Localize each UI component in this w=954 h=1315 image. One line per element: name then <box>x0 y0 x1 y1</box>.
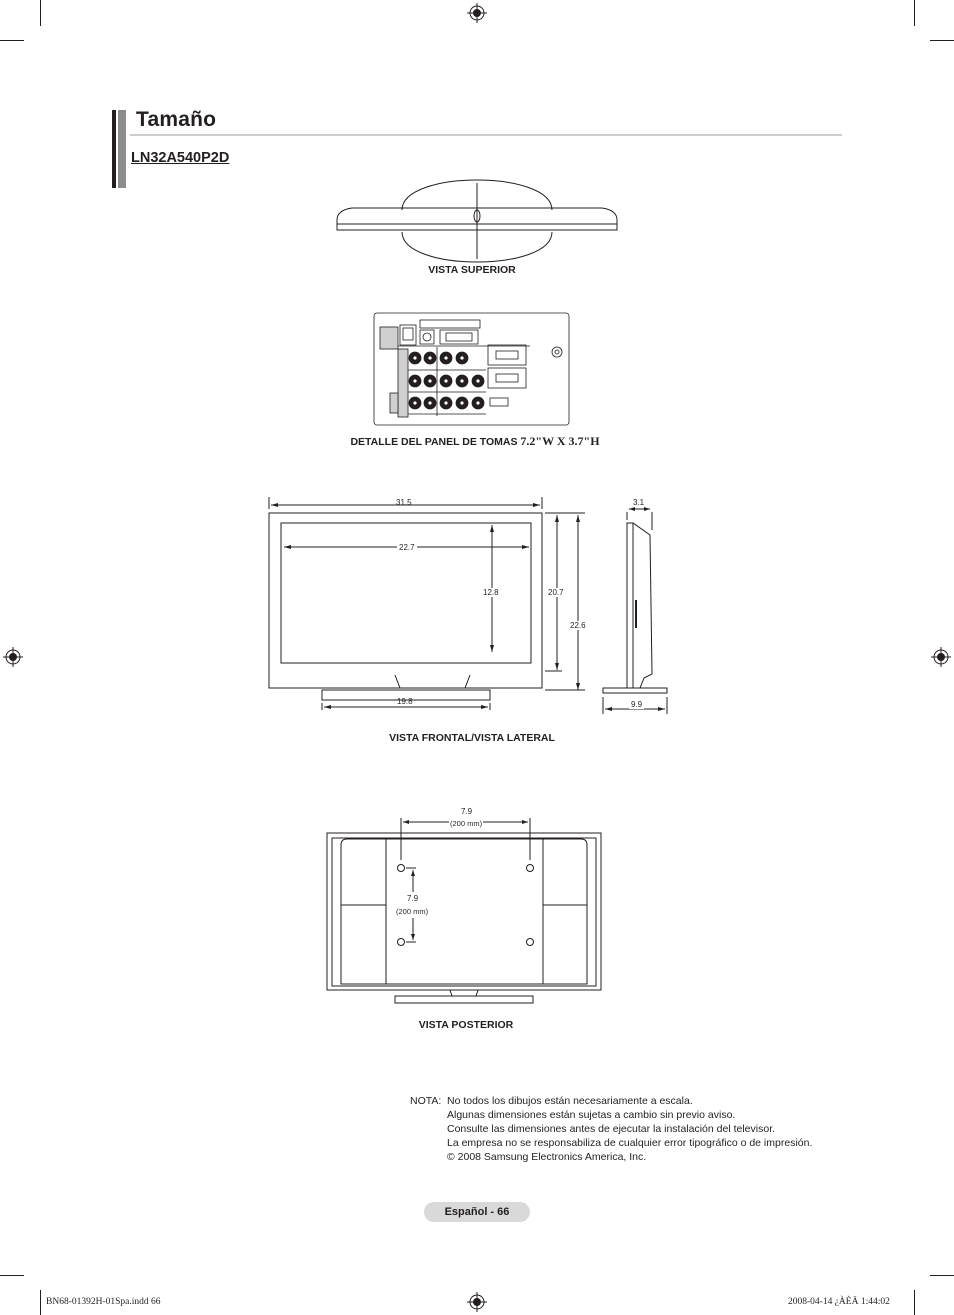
front-view-drawing <box>269 497 585 710</box>
dim-overall-height: 22.6 <box>570 621 586 630</box>
dim-depth: 3.1 <box>633 498 645 507</box>
dim-stand-width: 19.8 <box>397 697 413 706</box>
footer-file: BN68-01392H-01Spa.indd 66 <box>46 1297 161 1307</box>
dim-stand-depth: 9.9 <box>631 700 643 709</box>
heading-bar <box>112 110 842 188</box>
dim-vesa-horizontal: 7.9 <box>461 807 473 816</box>
note-line: La empresa no se responsabiliza de cualquier error tipográfico o de impresión. <box>447 1136 813 1149</box>
footer-timestamp: 2008-04-14 ¿ÀÈÄ 1:44:02 <box>788 1297 890 1307</box>
dim-screen-height: 12.8 <box>483 588 499 597</box>
note-label: NOTA: <box>410 1095 442 1107</box>
jack-panel-caption-text: DETALLE DEL PANEL DE TOMAS <box>350 436 518 448</box>
note-line: No todos los dibujos están necesariamente a escala. <box>447 1095 693 1107</box>
top-view-caption: VISTA SUPERIOR <box>428 264 516 276</box>
jack-panel-drawing <box>374 313 569 425</box>
front-side-caption: VISTA FRONTAL/VISTA LATERAL <box>389 732 555 744</box>
model-number: LN32A540P2D <box>131 150 230 166</box>
page-number-badge: Español - 66 <box>424 1202 530 1222</box>
dim-overall-width: 31.5 <box>396 498 412 507</box>
jack-panel-size: 7.2"W X 3.7"H <box>520 434 600 448</box>
note-block <box>410 1095 812 1165</box>
note-line: Algunas dimensiones están sujetas a cambio sin previo aviso. <box>447 1108 736 1121</box>
note-line: © 2008 Samsung Electronics America, Inc. <box>447 1150 647 1163</box>
rear-view-caption: VISTA POSTERIOR <box>418 1019 514 1031</box>
note-line: Consulte las dimensiones antes de ejecutar la instalación del televisor. <box>447 1122 776 1135</box>
jack-panel-caption <box>330 434 620 449</box>
dim-body-height: 20.7 <box>548 588 564 597</box>
dim-screen-width: 22.7 <box>399 543 415 552</box>
dim-vesa-vertical: 7.9 <box>407 894 419 903</box>
rear-view-drawing <box>327 818 601 1003</box>
page-title: Tamaño <box>136 108 217 131</box>
dim-vesa-horizontal-mm: (200 mm) <box>450 819 483 828</box>
dim-vesa-vertical-mm: (200 mm) <box>396 907 429 916</box>
side-view-drawing <box>603 507 667 714</box>
top-view-drawing <box>337 180 617 262</box>
